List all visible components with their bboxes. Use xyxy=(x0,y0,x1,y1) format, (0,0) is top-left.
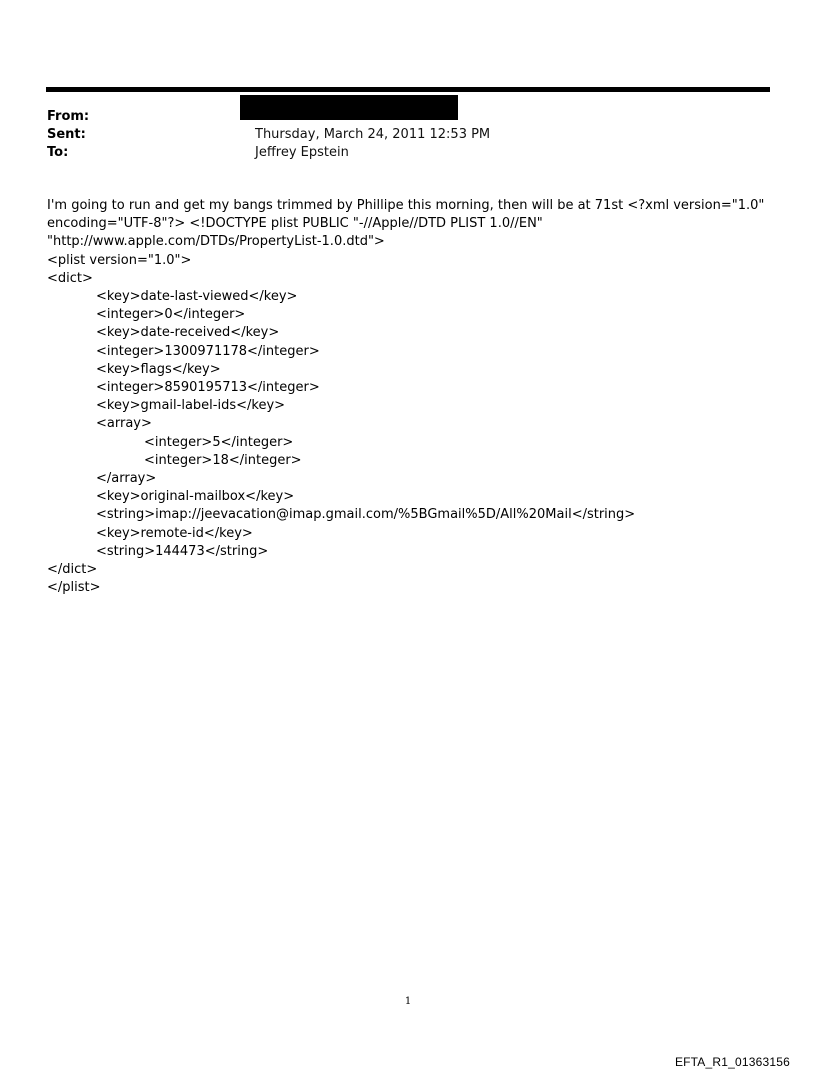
body-line: "http://www.apple.com/DTDs/PropertyList-1.0.dtd"> xyxy=(47,234,385,250)
body-line: <integer>0</integer> xyxy=(96,307,246,323)
from-label: From: xyxy=(47,109,90,124)
from-row xyxy=(47,108,747,126)
body-line: <array> xyxy=(96,416,152,432)
body-line: <key>flags</key> xyxy=(96,361,221,377)
email-body xyxy=(47,197,767,597)
body-line: </dict> xyxy=(47,562,98,578)
sent-value: Thursday, March 24, 2011 12:53 PM xyxy=(255,127,491,142)
to-label: To: xyxy=(47,145,69,160)
body-line: <key>original-mailbox</key> xyxy=(96,489,295,505)
header-divider xyxy=(46,87,770,92)
body-line: <key>remote-id</key> xyxy=(96,525,253,541)
body-line: <key>gmail-label-ids</key> xyxy=(96,398,286,414)
body-line: <plist version="1.0"> xyxy=(47,252,192,268)
body-line: </plist> xyxy=(47,580,101,596)
body-line: <string>imap://jeevacation@imap.gmail.com/%5BGmail%5D/All%20Mail</string> xyxy=(96,507,636,523)
sent-row xyxy=(47,126,747,144)
to-value: Jeffrey Epstein xyxy=(255,145,349,160)
redaction-bar xyxy=(240,95,458,120)
to-row xyxy=(47,144,747,162)
body-line: <integer>8590195713</integer> xyxy=(96,380,320,396)
email-header xyxy=(47,108,747,162)
body-line: </array> xyxy=(96,471,157,487)
body-line: <string>144473</string> xyxy=(96,543,269,559)
body-line: encoding="UTF-8"?> <!DOCTYPE plist PUBLIC "-//Apple//DTD PLIST 1.0//EN" xyxy=(47,216,543,232)
page-number: 1 xyxy=(404,996,412,1007)
body-line: <key>date-last-viewed</key> xyxy=(96,289,298,305)
body-line: I'm going to run and get my bangs trimmed by Phillipe this morning, then will be at 71st <?xml version="1.0" xyxy=(47,198,765,213)
body-line: <integer>1300971178</integer> xyxy=(96,343,320,359)
body-line: <integer>5</integer> xyxy=(144,434,294,450)
bates-number: EFTA_R1_01363156 xyxy=(674,1055,790,1069)
body-line: <key>date-received</key> xyxy=(96,325,280,341)
body-line: <dict> xyxy=(47,270,93,286)
sent-label: Sent: xyxy=(47,127,86,142)
body-line: <integer>18</integer> xyxy=(144,452,302,468)
